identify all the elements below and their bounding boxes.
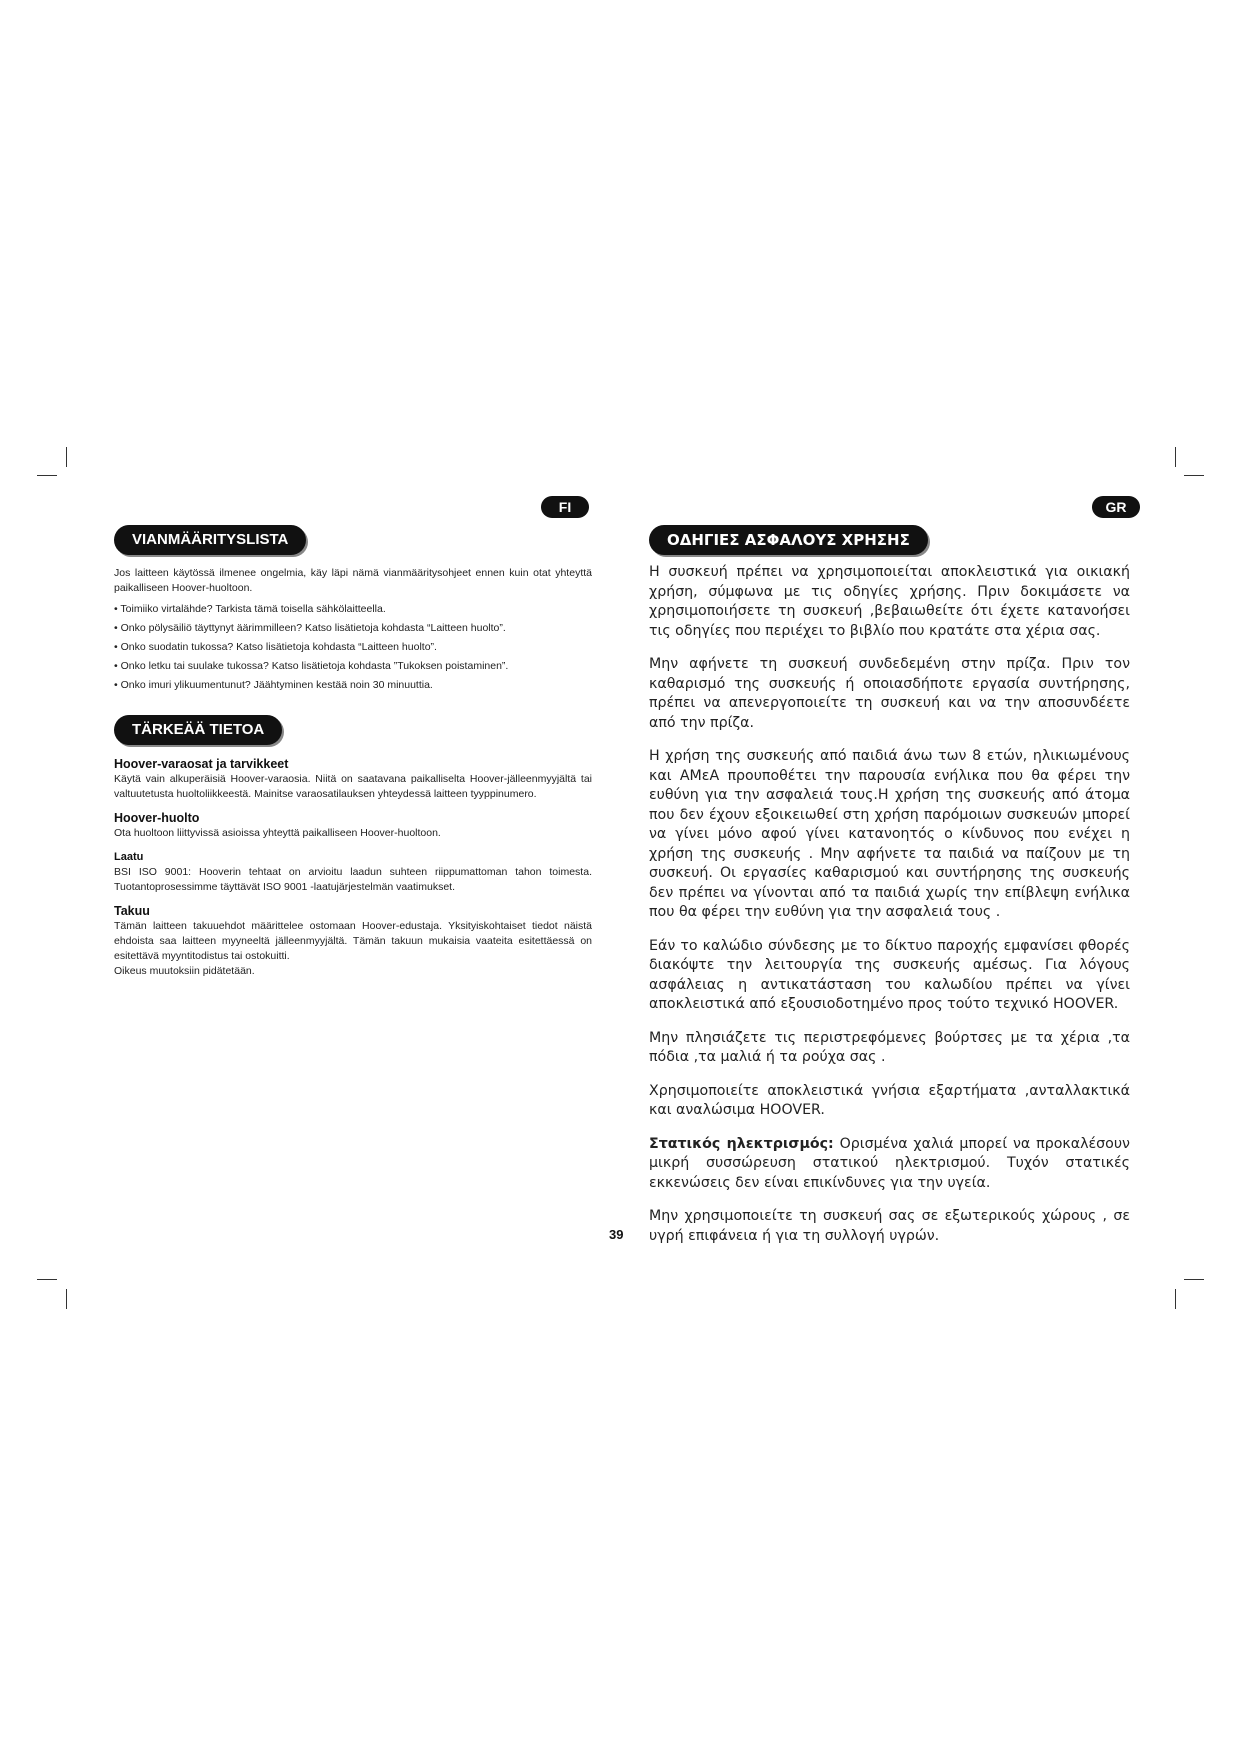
- safety-paragraph: Μην πλησιάζετε τις περιστρεφόμενες βούρτσες με τα χέρια ,τα πόδια ,τα μαλιά ή τα ρούχα σας .: [649, 1029, 1130, 1065]
- page-number: 39: [609, 1227, 624, 1242]
- static-label: Στατικός ηλεκτρισμός:: [649, 1135, 834, 1152]
- safety-section: [649, 563, 1130, 1260]
- important-info-section: [114, 756, 592, 979]
- troubleshooting-title: VIANMÄÄRITYSLISTA: [114, 525, 306, 555]
- warranty-heading: Takuu: [114, 904, 150, 918]
- safety-paragraph: Η συσκευή πρέπει να χρησιμοποιείται αποκλειστικά για οικιακή χρήση, σύμφωνα με τις οδηγίες χρήσης. Πριν δοκιμάσετε να χρησιμοποιήσετε τη συσκευή ,βεβαιωθείτε ότι έχετε κατανοήσει τις οδηγίες που περιέχει το βιβλίο που κρατάτε στα χέρια σας.: [649, 564, 1130, 639]
- static-text: Ορισμένα χαλιά μπορεί να προκαλέσουν μικρή συσσώρευση στατικού ηλεκτρισμού. Τυχόν στατικές εκκενώσεις δεν είναι επικίνδυνες για την υγεία.: [649, 1135, 1130, 1191]
- list-item: • Onko imuri ylikuumentunut? Jäähtyminen kestää noin 30 minuuttia.: [114, 679, 433, 691]
- list-item: • Onko pölysäiliö täyttynyt äärimmilleen? Katso lisätietoja kohdasta “Laitteen huolto”.: [114, 622, 506, 634]
- parts-text: Käytä vain alkuperäisiä Hoover-varaosia. Niitä on saatavana paikalliselta Hoover-jälleenmyyjältä tai valtuutetusta huoltoliikkeestä. Mainitse varaosatilauksen yhteydessä laitteen tyyppinumero.: [114, 773, 592, 800]
- crop-mark: [37, 1279, 57, 1280]
- static-paragraph: [649, 1135, 1130, 1194]
- service-text: Ota huoltoon liittyvissä asioissa yhteyttä paikalliseen Hoover-huoltoon.: [114, 827, 441, 839]
- safety-paragraph: Εάν το καλώδιο σύνδεσης με το δίκτυο παροχής εμφανίσει φθορές διακόψτε την λειτουργία της συσκευής αμέσως. Για λόγους ασφάλειας η αντικατάσταση του καλωδίου πρέπει να γίνει αποκλειστικά από εξουσιοδοτημένο προς τούτο τεχνικό HOOVER.: [649, 937, 1130, 1012]
- safety-paragraph: Χρησιμοποιείτε αποκλειστικά γνήσια εξαρτήματα ,ανταλλακτικά και αναλώσιμα HOOVER.: [649, 1082, 1130, 1118]
- safety-paragraph: Η χρήση της συσκευής από παιδιά άνω των 8 ετών, ηλικιωμένους και ΑΜεΑ προυποθέτει την παρουσία ενήλικα που θα φέρει την ευθύνη για την ασφαλειά τους.Η χρήση της συσκευής από άτομα που δεν έχουν εξοικειωθεί στη χρήση παρόμοιων συσκευών μπορεί να γίνει μόνο αφού γίνει κατανοητός ο κίνδυνος που ενέχει η χρήση της συσκευής . Μην αφήνετε τα παιδιά να παίζουν με τη συσκευή. Οι εργασίες καθαρισμού και συντήρησης της συσκευής δεν πρέπει να γίνονται από τα παιδιά χωρίς την επίβλεψη ενήλικα που θα φέρει την ευθύνη για την ασφαλειά τους .: [649, 748, 1130, 920]
- language-badge-gr: GR: [1092, 496, 1140, 518]
- rights-text: Oikeus muutoksiin pidätetään.: [114, 965, 255, 977]
- quality-heading: Laatu: [114, 851, 144, 863]
- troubleshooting-section: [114, 566, 592, 697]
- parts-heading: Hoover-varaosat ja tarvikkeet: [114, 757, 289, 771]
- language-badge-fi: FI: [541, 496, 589, 518]
- crop-mark: [1175, 1289, 1176, 1309]
- safety-title: ΟΔΗΓΙΕΣ ΑΣΦΑΛΟΥΣ ΧΡΗΣΗΣ: [649, 525, 928, 555]
- warranty-text: Tämän laitteen takuuehdot määrittelee ostomaan Hoover-edustaja. Yksityiskohtaiset tiedot näistä ehdoista saa laitteen myyneeltä jälleenmyyjältä. Tämän takuun mukaisia vaateita esitettäessä on esitettävä myyntitodistus tai ostokuitti.: [114, 920, 592, 962]
- troubleshooting-intro: Jos laitteen käytössä ilmenee ongelmia, käy läpi nämä vianmääritysohjeet ennen kuin otat yhteyttä paikalliseen Hoover-huoltoon.: [114, 567, 592, 594]
- crop-mark: [1175, 447, 1176, 467]
- crop-mark: [37, 475, 57, 476]
- list-item: • Onko suodatin tukossa? Katso lisätietoja kohdasta “Laitteen huolto”.: [114, 641, 437, 653]
- service-heading: Hoover-huolto: [114, 811, 200, 825]
- list-item: • Toimiiko virtalähde? Tarkista tämä toisella sähkölaitteella.: [114, 603, 386, 615]
- crop-mark: [1184, 1279, 1204, 1280]
- safety-paragraph: Μην αφήνετε τη συσκευή συνδεδεμένη στην πρίζα. Πριν τον καθαρισμό της συσκευής ή οποιασδήποτε εργασία συντήρησης, πρέπει να απενεργοποιείτε τη συσκευή και να την αποσυνδέετε από την πρίζα.: [649, 656, 1130, 731]
- list-item: • Onko letku tai suulake tukossa? Katso lisätietoja kohdasta ”Tukoksen poistaminen”.: [114, 660, 509, 672]
- quality-text: BSI ISO 9001: Hooverin tehtaat on arvioitu laadun suhteen riippumattoman tahon toimesta. Tuotantoprosessimme täyttävät ISO 9001 -laatujärjestelmän vaatimukset.: [114, 866, 592, 893]
- crop-mark: [1184, 475, 1204, 476]
- safety-paragraph: Μην χρησιμοποιείτε τη συσκευή σας σε εξωτερικούς χώρους , σε υγρή επιφάνεια ή για τη συλλογή υγρών.: [649, 1208, 1130, 1244]
- important-info-title: TÄRKEÄÄ TIETOA: [114, 715, 282, 745]
- crop-mark: [66, 447, 67, 467]
- crop-mark: [66, 1289, 67, 1309]
